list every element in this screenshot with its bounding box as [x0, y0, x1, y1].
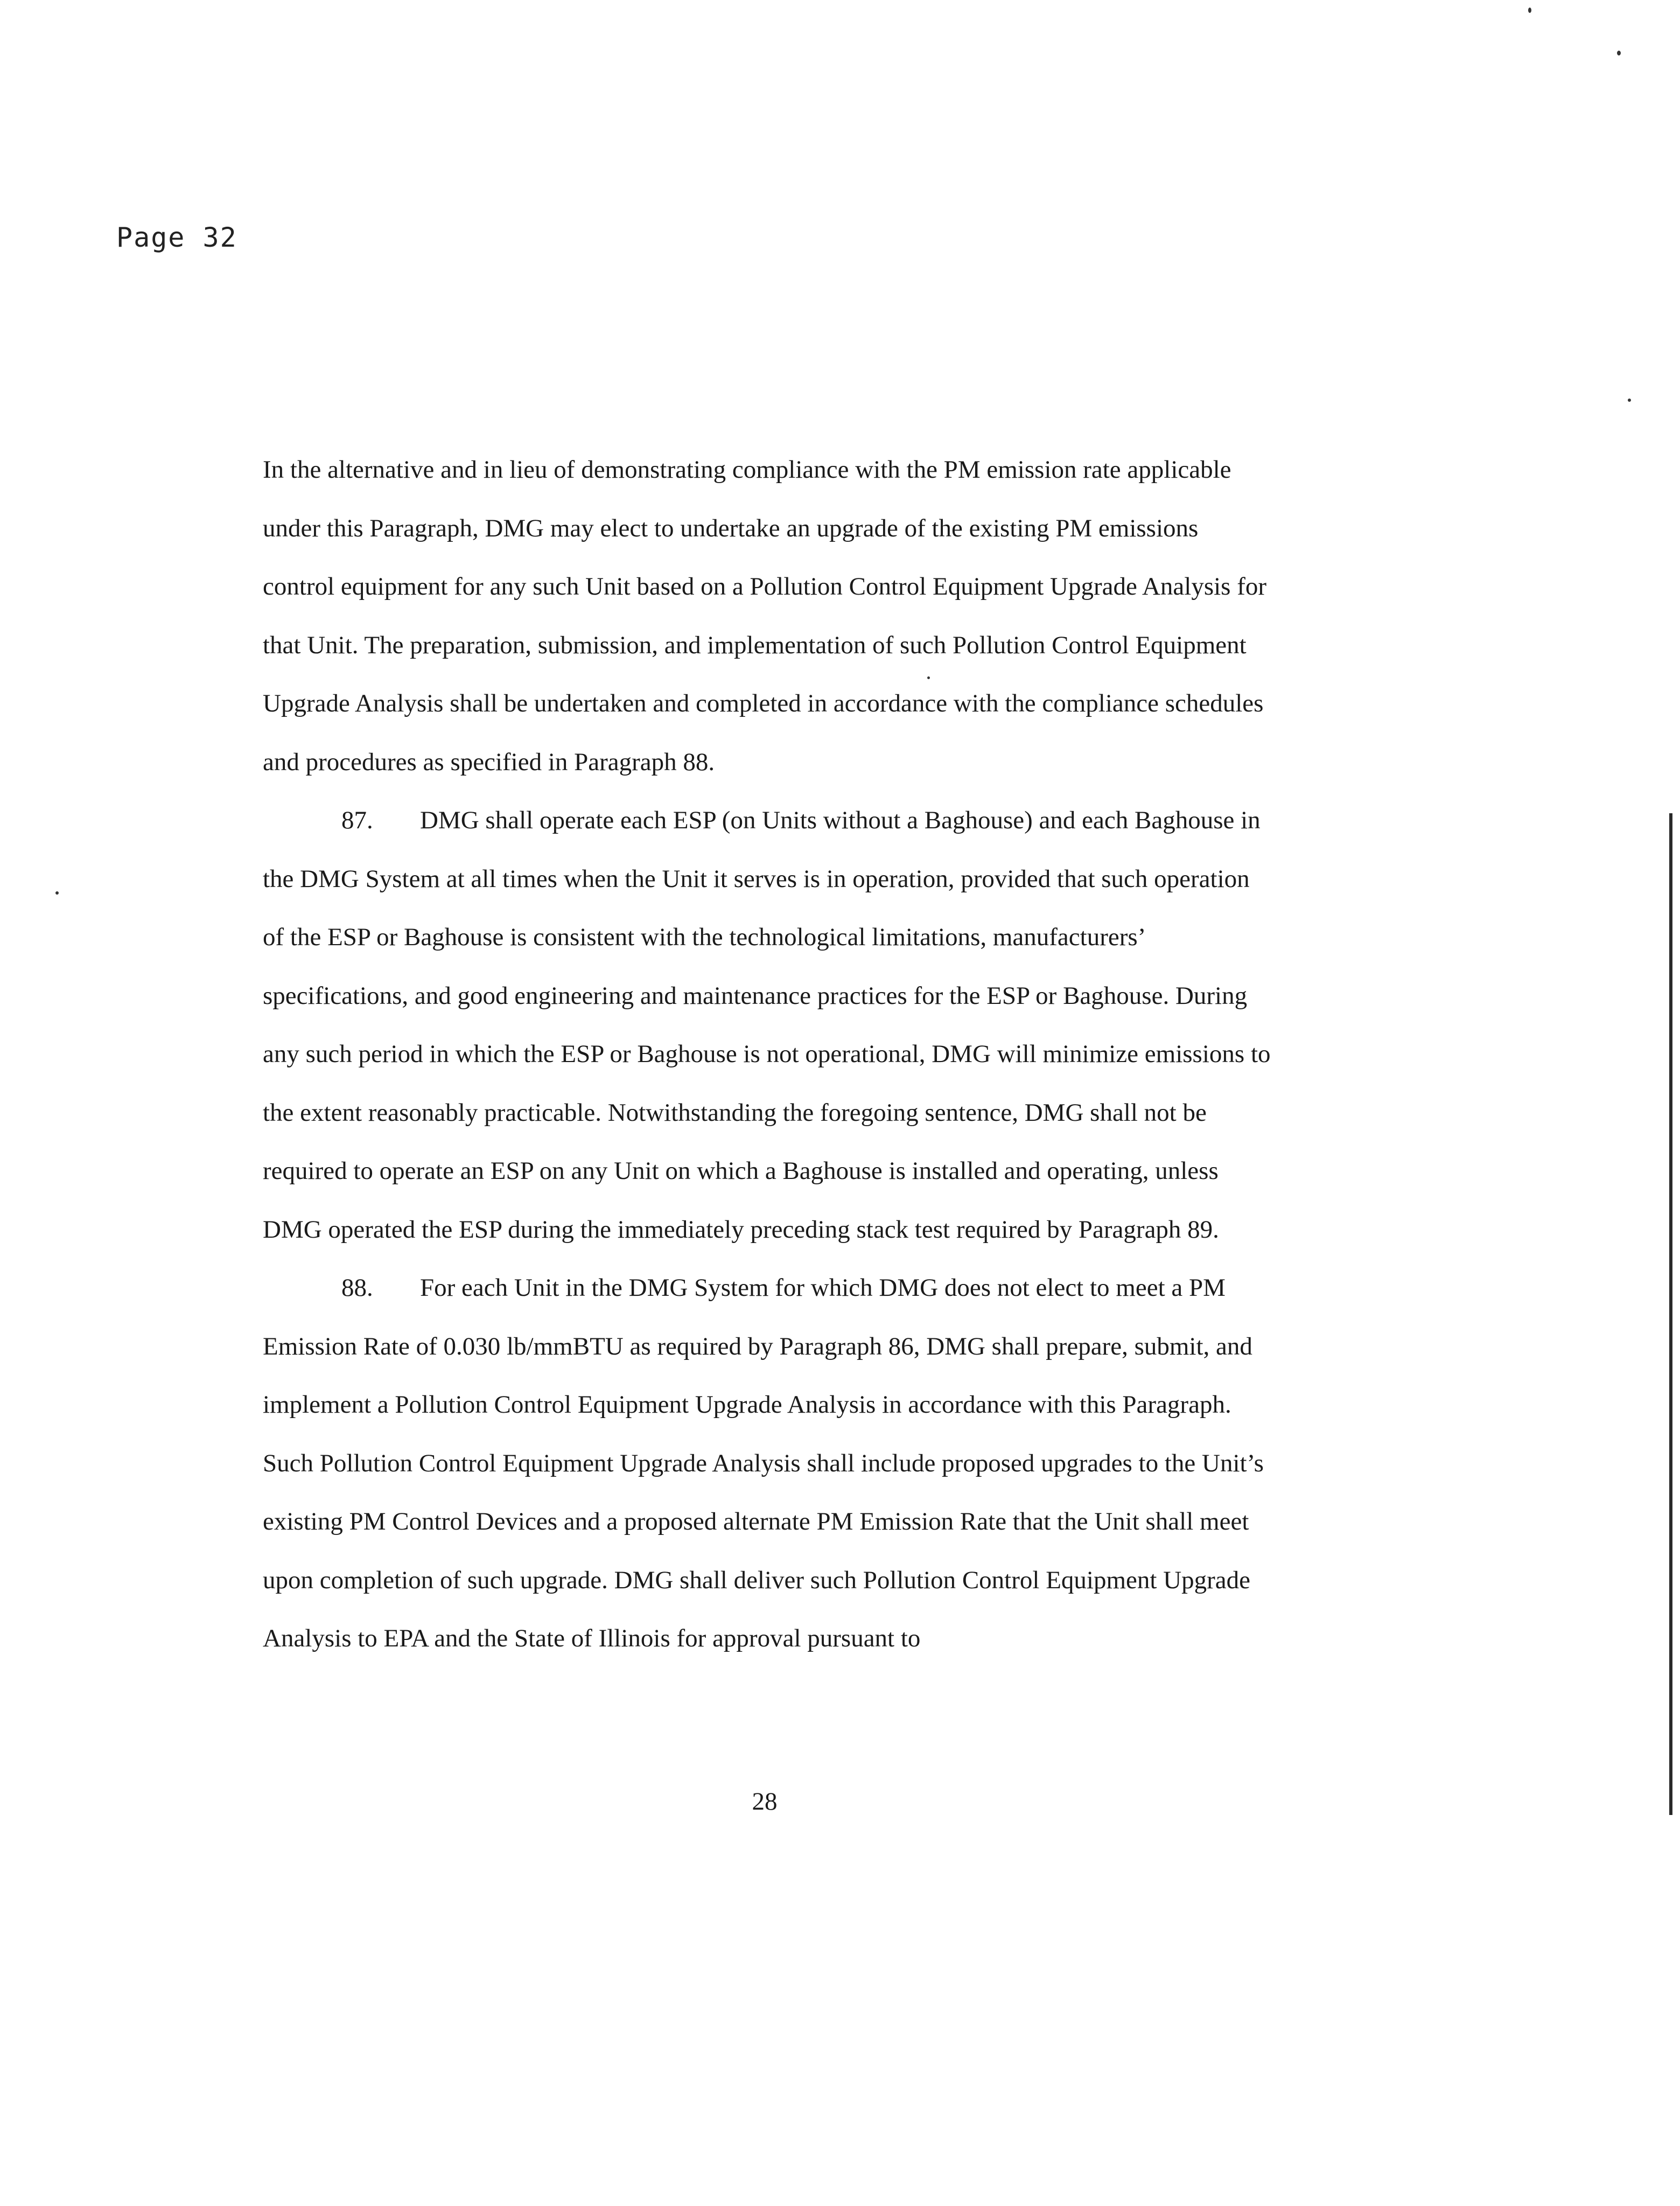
- scan-margin-line: [1669, 813, 1672, 1815]
- paragraph-87: [263, 791, 1275, 1259]
- scan-speck: [1628, 399, 1631, 402]
- scan-speck: [1528, 8, 1531, 13]
- paragraph-88: [263, 1259, 1275, 1668]
- document-body: [263, 441, 1275, 1668]
- scan-speck: [1617, 51, 1621, 55]
- paragraph-87-text: DMG shall operate each ESP (on Units without a Baghouse) and each Baghouse in the DMG System at all times when the Unit it serves is in operation, provided that such operation of the ESP or Baghouse is consistent with the technological limitations, manufacturers’ specifications, and good engineering and maintenance practices for the ESP or Baghouse. During any such period in which the ESP or Baghouse is not operational, DMG will minimize emissions to the extent reasonably practicable. Notwithstanding the foregoing sentence, DMG shall not be required to operate an ESP on any Unit on which a Baghouse is installed and operating, unless DMG operated the ESP during the immediately preceding stack test required by Paragraph 89.: [263, 806, 1271, 1244]
- scan-speck: [55, 891, 59, 895]
- page-header-label: Page 32: [116, 222, 237, 253]
- paragraph-88-text: For each Unit in the DMG System for which DMG does not elect to meet a PM Emission Rate of 0.030 lb/mmBTU as required by Paragraph 86, DMG shall prepare, submit, and implement a Pollution Control Equipment Upgrade Analysis in accordance with this Paragraph. Such Pollution Control Equipment Upgrade Analysis shall include proposed upgrades to the Unit’s existing PM Control Devices and a proposed alternate PM Emission Rate that the Unit shall meet upon completion of such upgrade. DMG shall deliver such Pollution Control Equipment Upgrade Analysis to EPA and the State of Illinois for approval pursuant to: [263, 1274, 1264, 1652]
- paragraph-87-number: 87.: [341, 806, 373, 834]
- scan-speck: [927, 676, 930, 679]
- paragraph-88-number: 88.: [341, 1274, 373, 1302]
- footer-page-number: 28: [752, 1788, 778, 1816]
- paragraph-continuation: In the alternative and in lieu of demonstrating compliance with the PM emission rate applicable under this Paragraph, DMG may elect to undertake an upgrade of the existing PM emissions control equipment for any such Unit based on a Pollution Control Equipment Upgrade Analysis for that Unit. The preparation, submission, and implementation of such Pollution Control Equipment Upgrade Analysis shall be undertaken and completed in accordance with the compliance schedules and procedures as specified in Paragraph 88.: [263, 456, 1267, 776]
